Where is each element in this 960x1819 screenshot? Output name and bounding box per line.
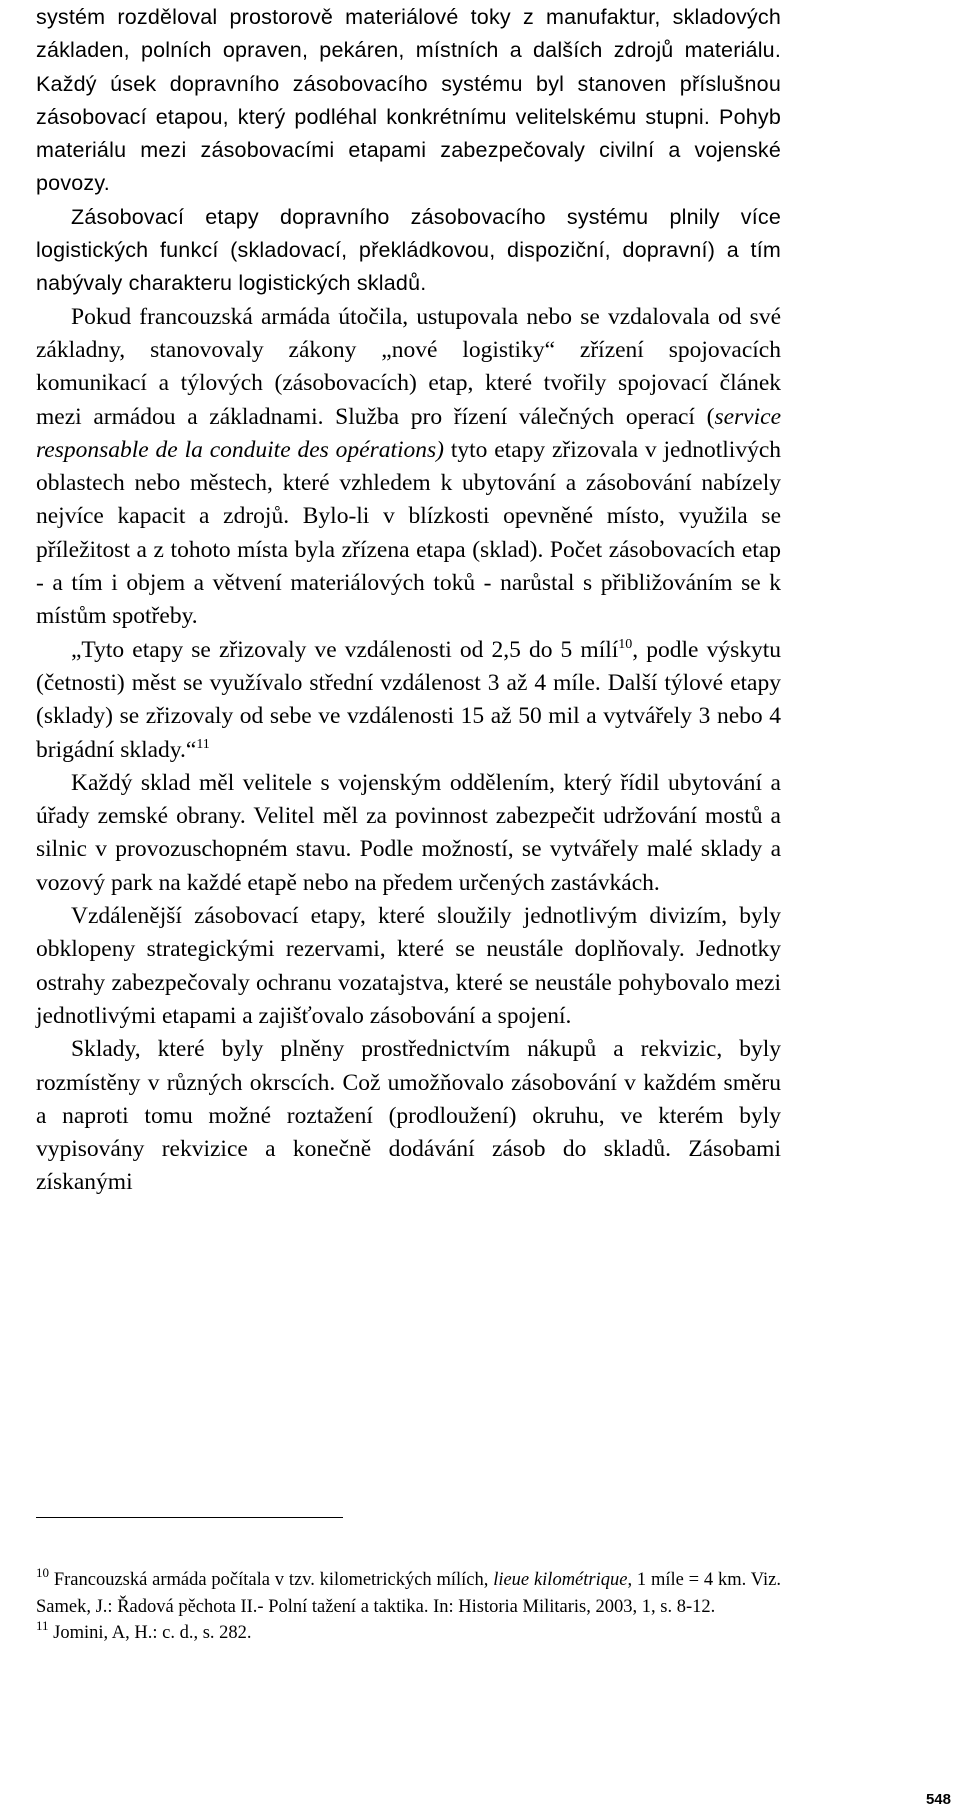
paragraph-6-text: Vzdálenější zásobovací etapy, které sloužily jednotlivým divizím, byly obklopeny strategickými rezervami, které se neustále doplňovaly. Jednotky ostrahy zabezpečovaly ochranu vozatajstva, které se neustále pohybovalo mezi jednotlivými etapami a zajišťovalo zásobování a spojení. — [36, 903, 781, 1029]
page-number: 548 — [925, 1791, 951, 1808]
paragraph-3-text-b: Služba pro řízení válečných operací ( — [323, 403, 715, 430]
paragraph-3-text-a: Pokud francouzská armáda útočila, ustupovala nebo se vzdalovala od své základny, stanovovaly zákony „nové logistiky“ zřízení spojovacích komunikací a týlových (zásobovacích) etap, které tvořily spojovací článek mezi armádou a základnami. — [36, 303, 781, 430]
paragraph-4-quote — [36, 634, 781, 767]
body-text — [36, 1, 781, 1200]
paragraph-3 — [36, 301, 781, 634]
paragraph-2 — [36, 201, 781, 301]
paragraph-7-text: Sklady, které byly plněny prostřednictvím nákupů a rekvizic, byly rozmístěny v různých okrscích. Což umožňovalo zásobování v každém směru a naproti tomu možné roztažení (prodloužení) okruhu, ve kterém byly vypisovány rekvizice a konečně dodávání zásob do skladů. Zásobami získanými — [36, 1036, 781, 1196]
paragraph-5 — [36, 767, 781, 900]
paragraph-1 — [36, 1, 781, 201]
paragraph-2-text: Zásobovací etapy dopravního zásobovacího systému plnily více logistických funkcí (skladovací, překládkovou, dispoziční, dopravní) a tím nabývaly charakteru logistických skladů. — [36, 204, 781, 296]
footnote-10 — [36, 1567, 781, 1620]
paragraph-6 — [36, 900, 781, 1033]
footnote-separator — [36, 1517, 343, 1518]
paragraph-4-text-b: , podle výskytu (četnosti) měst se využívalo střední vzdálenost 3 až 4 míle. Další týlové etapy (sklady) se zřizovaly od sebe ve vzdálenosti 15 až 50 mil a vytvářely 3 nebo 4 brigádní sklady.“ — [36, 636, 781, 763]
paragraph-5-text: Každý sklad měl velitele s vojenským oddělením, který řídil ubytování a úřady zemské obrany. Velitel měl za povinnost zabezpečit udržování mostů a silnic v provozuschopném stavu. Podle možností, se vytvářely malé sklady a vozový park na každé etapě nebo na předem určených zastávkách. — [36, 769, 781, 896]
paragraph-3-text-c: tyto etapy zřizovala v jednotlivých oblastech nebo městech, které vzhledem k ubytování a zásobování nabízely nejvíce kapacit a zdrojů. Bylo-li v blízkosti opevněné místo, využila se příležitost a z tohoto místa byla zřízena etapa (sklad). Počet zásobovacích etap - a tím i objem a větvení materiálových toků - narůstal s přibližováním se k místům spotřeby. — [36, 436, 782, 630]
paragraph-7 — [36, 1033, 781, 1199]
document-page — [36, 0, 781, 1819]
footnote-10-number: 10 — [36, 1565, 49, 1580]
footnote-10-italic: lieue kilométrique — [493, 1570, 628, 1590]
footnote-10-text-a: Francouzská armáda počítala v tzv. kilometrických mílích, — [49, 1570, 494, 1590]
footnote-ref-10[interactable]: 10 — [618, 636, 633, 652]
footnote-ref-11[interactable]: 11 — [196, 736, 210, 752]
footnote-11-number: 11 — [36, 1618, 49, 1633]
footnotes — [36, 1567, 781, 1647]
footnote-11-text: Jomini, A, H.: c. d., s. 282. — [48, 1623, 252, 1643]
paragraph-4-text-a: „Tyto etapy se zřizovaly ve vzdálenosti od 2,5 do 5 mílí — [71, 636, 619, 663]
footnote-10-text-b: , 1 míle = 4 km. Viz. Samek, J.: Řadová pěchota II.- Polní tažení a taktika. In: Historia Militaris, 2003, 1, s. 8-12. — [36, 1570, 781, 1617]
footnote-11 — [36, 1620, 781, 1647]
paragraph-3-italic: service responsable de la conduite des opérations) — [36, 403, 781, 463]
paragraph-1-text: systém rozděloval prostorově materiálové toky z manufaktur, skladových základen, polních opraven, pekáren, místních a dalších zdrojů materiálu. Každý úsek dopravního zásobovacího systému byl stanoven příslušnou zásobovací etapou, který podléhal konkrétnímu velitelskému stupni. Pohyb materiálu mezi zásobovacími etapami zabezpečovaly civilní a vojenské povozy. — [36, 5, 781, 196]
